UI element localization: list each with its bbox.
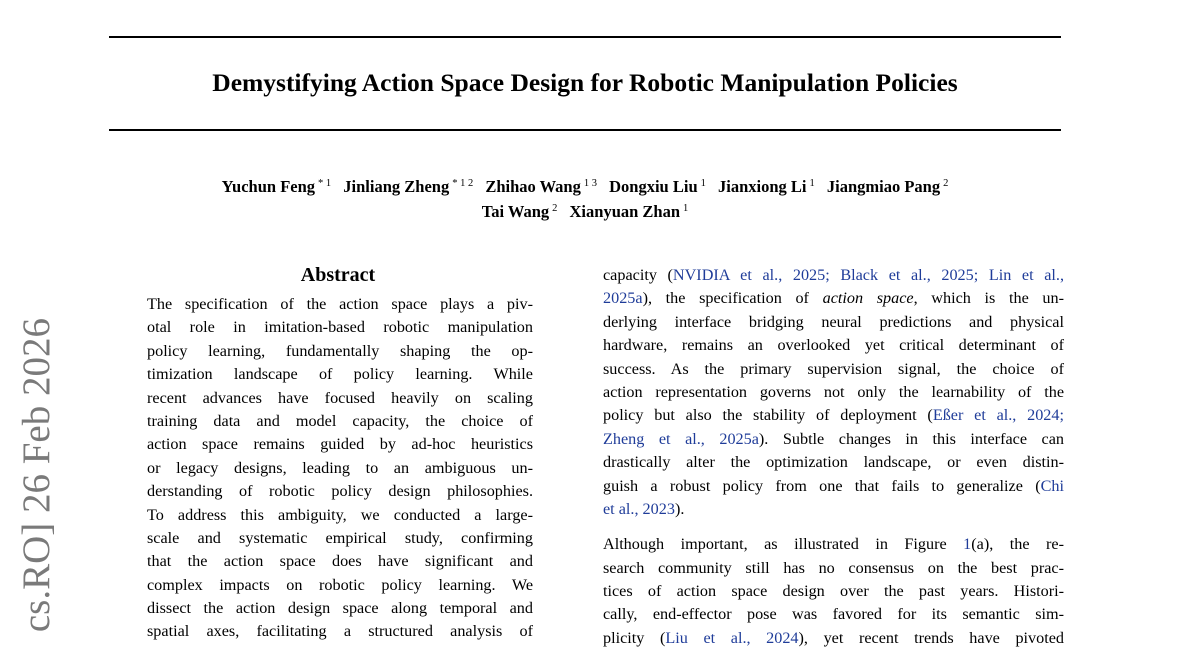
citation-link[interactable]: Eßer et al., 2024;	[932, 406, 1064, 425]
abstract-line: recent advances have focused heavily on scaling	[147, 388, 533, 407]
body-line: action representation governs not only the learnability of the	[603, 382, 1064, 401]
body-line: cally, end-effector pose was favored for its semantic sim-	[603, 605, 1064, 624]
abstract-line: action space remains guided by ad-hoc heuristics	[147, 435, 533, 454]
author-list-line-1	[109, 172, 1061, 199]
citation-link[interactable]: Chi	[1040, 476, 1064, 495]
abstract-line: complex impacts on robotic policy learning. We	[147, 575, 533, 594]
body-line: derlying interface bridging neural predictions and physical	[603, 312, 1064, 331]
abstract-line: or legacy designs, leading to an ambiguous un-	[147, 458, 533, 477]
citation-link[interactable]: 2025a	[603, 289, 643, 308]
author: Jiangmiao Pang $^2$	[826, 177, 949, 196]
author: Zhihao Wang $^{1 3}$	[485, 177, 597, 196]
abstract-line: To address this ambiguity, we conducted a large-	[147, 505, 533, 524]
author: Yuchun Feng $^{* 1}$	[221, 177, 332, 196]
abstract-line: scale and systematic empirical study, confirming	[147, 528, 533, 547]
abstract-line: otal role in imitation-based robotic manipulation	[147, 318, 533, 337]
author: Tai Wang $^2$	[481, 202, 558, 221]
body-line: Although important, as illustrated in Figure 1(a), the re-	[603, 535, 1064, 554]
body-line: tices of action space design over the past years. Histori-	[603, 582, 1064, 601]
body-column-right	[603, 264, 1064, 650]
body-paragraph-1	[603, 264, 1064, 521]
author: Xianyuan Zhan $^1$	[569, 202, 689, 221]
abstract-line: The specification of the action space plays a piv-	[147, 295, 533, 313]
body-line: search community still has no consensus on the best prac-	[603, 558, 1064, 577]
abstract-line: dissect the action design space along temporal and	[147, 599, 533, 618]
abstract-line: policy learning, fundamentally shaping the op-	[147, 341, 533, 360]
title-bottom-rule	[109, 129, 1061, 131]
citation-link[interactable]: Liu et al., 2024	[665, 628, 799, 647]
citation-link[interactable]: Zheng et al., 2025a	[603, 429, 759, 448]
body-line: capacity (NVIDIA et al., 2025; Black et al., 2025; Lin et al.,	[603, 266, 1064, 284]
body-line: hardware, remains an overlooked yet critical determinant of	[603, 336, 1064, 355]
author-list-line-2	[109, 197, 1061, 224]
body-line: 2025a), the specification of action space, which is the un-	[603, 289, 1064, 308]
author: Jinliang Zheng $^{* 1 2}$	[343, 177, 474, 196]
citation-link[interactable]: et al., 2023	[603, 499, 675, 518]
title-top-rule	[109, 36, 1061, 38]
paper-title: Demystifying Action Space Design for Robotic Manipulation Policies	[212, 68, 958, 97]
abstract-line: derstanding of robotic policy design philosophies.	[147, 482, 533, 501]
body-line: policy but also the stability of deployment (Eßer et al., 2024;	[603, 406, 1064, 425]
abstract-line: training data and model capacity, the choice of	[147, 411, 533, 430]
body-line: drastically alter the optimization landscape, or even distin-	[603, 453, 1064, 472]
author: Jianxiong Li $^1$	[718, 177, 815, 196]
body-line: Zheng et al., 2025a). Subtle changes in this interface can	[603, 429, 1064, 448]
abstract-line: spatial axes, facilitating a structured analysis of	[147, 622, 533, 641]
abstract-body	[147, 293, 533, 644]
abstract-heading: Abstract	[300, 264, 376, 286]
body-line: et al., 2023).	[603, 499, 685, 518]
figure-ref-link[interactable]: 1	[963, 535, 972, 554]
body-line: guish a robust policy from one that fails to generalize (Chi	[603, 476, 1064, 495]
abstract-line: timization landscape of policy learning. While	[147, 365, 533, 384]
body-line: success. As the primary supervision signal, the choice of	[603, 359, 1064, 378]
author: Dongxiu Liu $^1$	[609, 177, 706, 196]
body-line: plicity (Liu et al., 2024), yet recent trends have pivoted	[603, 628, 1065, 647]
body-paragraph-2	[603, 533, 1064, 650]
arxiv-stamp: cs.RO] 26 Feb 2026	[15, 318, 58, 633]
citation-link[interactable]: NVIDIA et al., 2025; Black et al., 2025; Lin et al.,	[672, 266, 1064, 284]
abstract-line: that the action space does have significant and	[147, 552, 533, 571]
